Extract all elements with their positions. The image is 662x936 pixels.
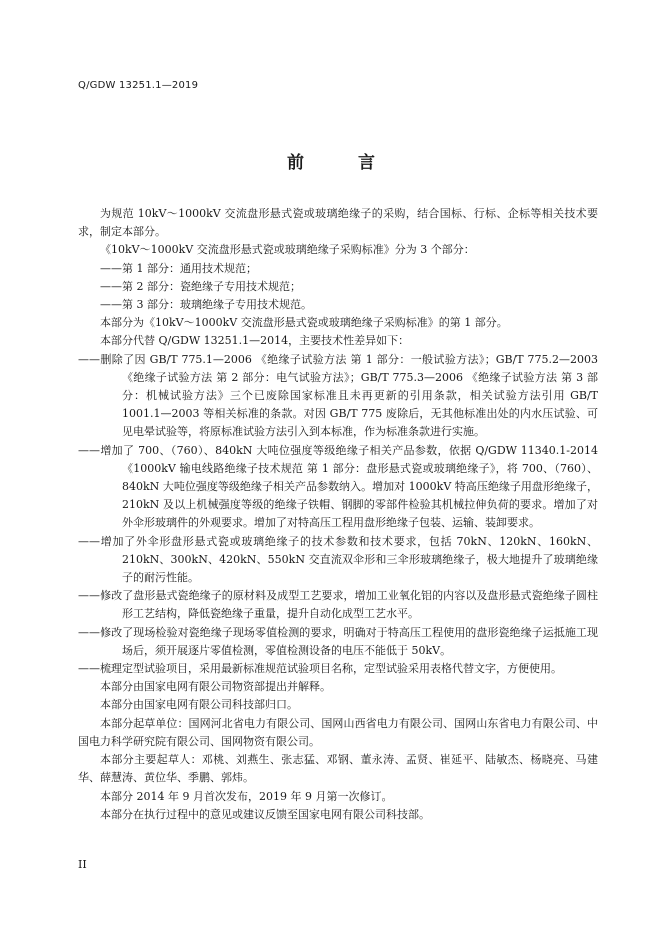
list-item-part-3: ——第 3 部分：玻璃绝缘子专用技术规范。 [100,298,312,312]
paragraph-parts-intro: 《10kV～1000kV 交流盘形悬式瓷或玻璃绝缘子采购标准》分为 3 个部分： [100,243,475,257]
change-item-outer-shed: ——增加了外伞形盘形悬式瓷或玻璃绝缘子的技术参数和技术要求，包括 70kN、120kN、160kN、210kN、300kN、420kN、550kN 交直流双伞形和三伞形玻璃绝缘子，极大地提升了玻璃绝缘子的耐污性能。 [78,534,598,585]
change-item-materials: ——修改了盘形悬式瓷绝缘子的原材料及成型工艺要求，增加工业氧化铝的内容以及盘形悬式瓷绝缘子圆柱形工艺结构，降低瓷绝缘子重量，提升自动化成型工艺水平。 [78,589,598,621]
list-item-part-2: ——第 2 部分：瓷绝缘子专用技术规范； [100,279,301,293]
change-item-field-inspection: ——修改了现场检验对瓷绝缘子现场零值检测的要求，明确对于特高压工程使用的盘形瓷绝缘子运抵施工现场后，须开展逐片零值检测，零值检测设备的电压不能低于 50kV。 [78,625,598,657]
change-item-deleted-references: ——删除了因 GB/T 775.1—2006 《绝缘子试验方法 第 1 部分：一般试验方法》；GB/T 775.2—2003 《绝缘子试验方法 第 2 部分：电气试验方法》；GB/T 775.3—2006 《绝缘子试验方法 第 3 部分：机械试验方法》三个已废除国家标准且未再更新的引用条款，相关试验方法引用 GB/T 1001.1—2003 等相关标准的条款。对因 GB/T 775 废除后，无其他标准出处的内水压试验、可见电晕试验等，将原标准试验方法引入到本标准，作为标准条款进行实施。 [78,352,598,439]
document-code: Q/GDW 13251.1—2019 [78,80,199,91]
page-title: 前 言 [287,153,399,173]
page-number: II [78,858,87,871]
paragraph-purpose: 为规范 10kV～1000kV 交流盘形悬式瓷或玻璃绝缘子的采购，结合国标、行标、企标等相关技术要求，制定本部分。 [78,207,598,239]
paragraph-centralized-by: 本部分由国家电网有限公司科技部归口。 [100,698,298,712]
change-item-large-tonnage: ——增加了 700、（760）、840kN 大吨位强度等级绝缘子相关产品参数，依据 Q/GDW 11340.1-2014《1000kV 输电线路绝缘子技术规范 第 1 部分：盘形悬式瓷或玻璃绝缘子》，将 700、（760）、840kN 大吨位强度等级绝缘子相关产品参数纳入。增加对 1000kV 特高压绝缘子用盘形绝缘子，210kN 及以上机械强度等级的绝缘子铁帽、钢脚的零部件检验其机械拉伸负荷的要求。增加了对外伞形玻璃件的外观要求。增加了对特高压工程用盘形绝缘子包装、运输、装卸要求。 [78,443,598,530]
paragraph-proposed-by: 本部分由国家电网有限公司物资部提出并解释。 [100,680,331,694]
paragraph-this-part: 本部分为《10kV～1000kV 交流盘形悬式瓷或玻璃绝缘子采购标准》的第 1 部分。 [100,316,508,330]
paragraph-drafting-units: 本部分起草单位：国网河北省电力有限公司、国网山西省电力有限公司、国网山东省电力有限公司、中国电力科学研究院有限公司、国网物资有限公司。 [78,716,598,748]
paragraph-feedback: 本部分在执行过程中的意见或建议反馈至国家电网有限公司科技部。 [100,807,430,821]
change-item-type-tests: ——梳理定型试验项目，采用最新标准规范试验项目名称，定型试验采用表格代替文字，方便使用。 [78,662,562,676]
paragraph-drafters: 本部分主要起草人：邓桃、刘燕生、张志猛、邓钢、董永涛、孟贤、崔延平、陆敏杰、杨晓亮、马建华、薛慧涛、黄位华、季鹏、郭炜。 [78,753,598,785]
list-item-part-1: ——第 1 部分：通用技术规范； [100,261,257,275]
paragraph-replaces: 本部分代替 Q/GDW 13251.1—2014，主要技术性差异如下： [100,334,410,348]
paragraph-release-history: 本部分 2014 年 9 月首次发布，2019 年 9 月第一次修订。 [100,789,393,803]
foreword-body [78,205,598,824]
